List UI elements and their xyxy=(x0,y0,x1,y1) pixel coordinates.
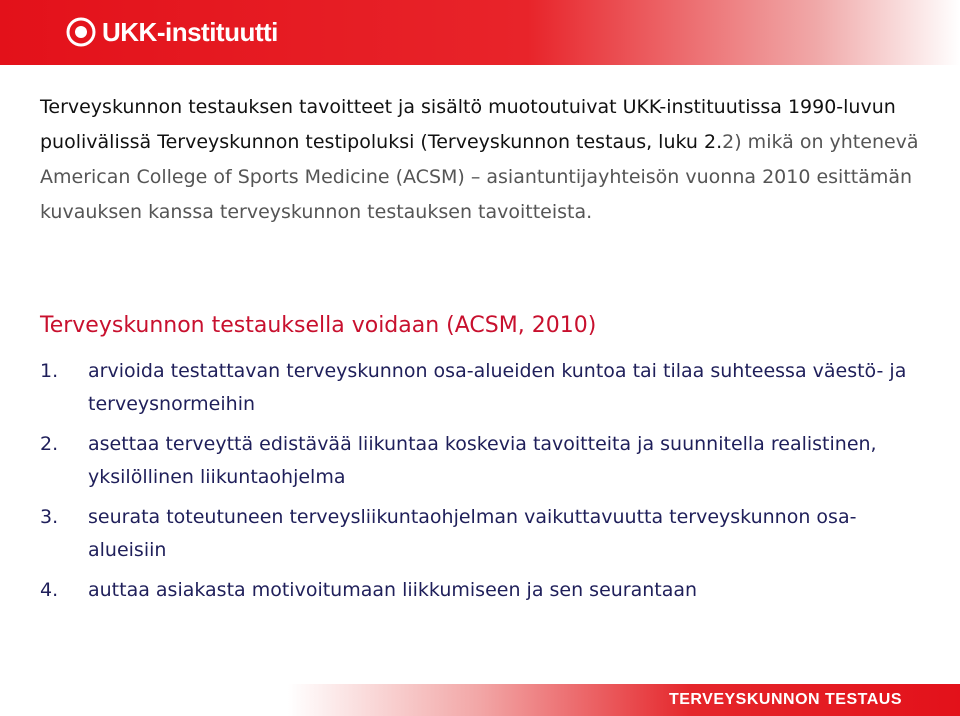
goal-item xyxy=(40,428,930,494)
intro-paragraph xyxy=(40,90,920,230)
ukk-logo xyxy=(66,16,278,48)
goal-number: 1. xyxy=(40,360,59,382)
goal-item xyxy=(40,574,930,607)
goal-text: asettaa terveyttä edistävää liikuntaa koskevia tavoitteita ja suunnitella realistinen, yksilöllinen liikuntaohjelma xyxy=(88,433,877,488)
footer-label: TERVEYSKUNNON TESTAUS xyxy=(668,691,902,708)
intro-text-part1: Terveyskunnon testauksen tavoitteet ja sisältö muotoutuivat UKK-instituutissa 1990-luvun puolivälissä Terveyskunnon testipoluksi (Terveyskunnon testaus, luku 2. xyxy=(40,96,896,153)
footer-bar xyxy=(0,684,960,716)
goal-item xyxy=(40,355,930,421)
goal-number: 2. xyxy=(40,433,59,455)
section-title: Terveyskunnon testauksella voidaan (ACSM, 2010) xyxy=(40,313,597,338)
logo-text: UKK-instituutti xyxy=(102,17,278,47)
goal-number: 4. xyxy=(40,579,59,601)
goal-text: auttaa asiakasta motivoitumaan liikkumiseen ja sen seurantaan xyxy=(88,579,698,601)
goal-text: arvioida testattavan terveyskunnon osa-alueiden kuntoa tai tilaa suhteessa väestö- ja terveysnormeihin xyxy=(88,360,907,415)
goal-list xyxy=(40,355,930,614)
goal-number: 3. xyxy=(40,506,59,528)
ukk-logo-icon xyxy=(66,17,96,47)
header-bar xyxy=(0,0,960,65)
goal-text: seurata toteutuneen terveysliikuntaohjelman vaikuttavuutta terveyskunnon osa-alueisiin xyxy=(88,506,857,561)
intro-text-part2: 2) mikä on yhtenevä American College of Sports Medicine (ACSM) – asiantuntijayhteisön vuonna 2010 esittämän kuvauksen kanssa terveyskunnon testauksen tavoitteista. xyxy=(40,131,919,223)
goal-item xyxy=(40,501,930,567)
